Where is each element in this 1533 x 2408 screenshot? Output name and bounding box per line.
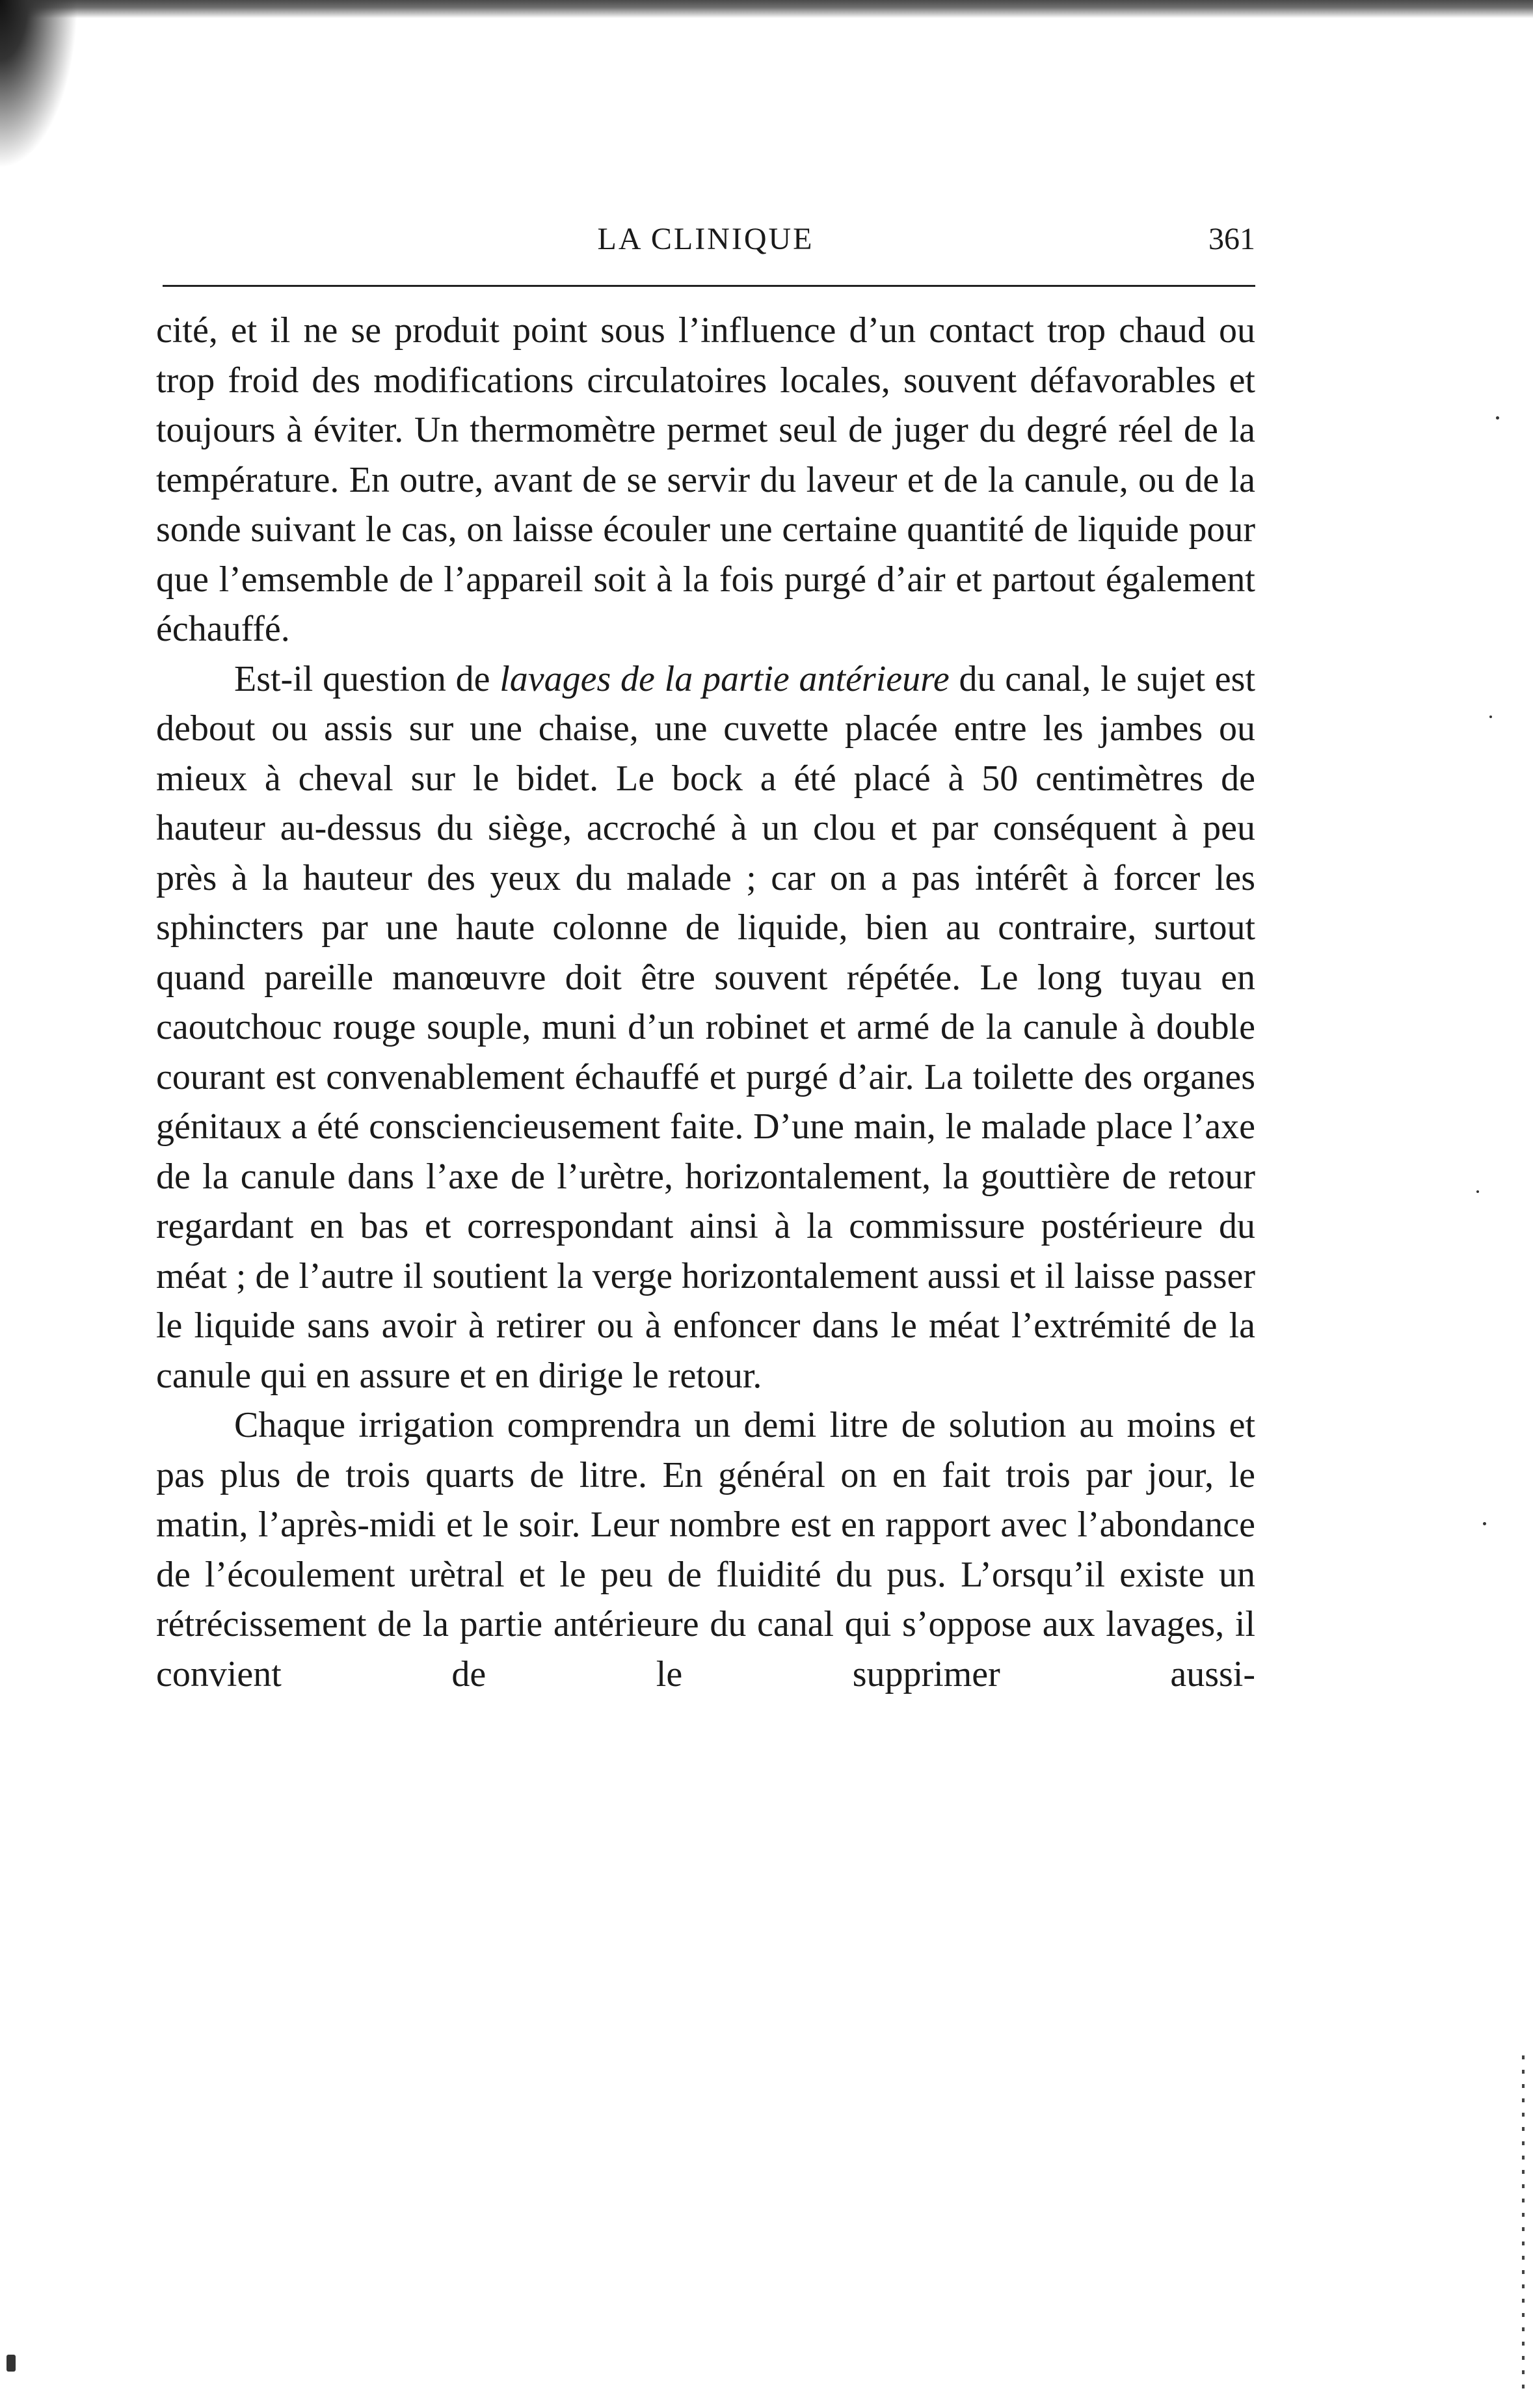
paragraph-3: Chaque irrigation comprendra un demi litre de solution au moins et pas plus de trois quarts de litre. En général on en fait trois par jour, le matin, l’après-midi et le soir. Leur nombre est en rapport avec l’abondance de l’écoulement urètral et le peu de fluidité du pus. L’orsqu’il existe un rétrécissement de la partie antérieure du canal qui s’oppose aux lavages, il convient de le supprimer aussi- [156, 1405, 1255, 1694]
scan-margin-marks [1522, 2055, 1525, 2394]
paragraph-2-italic: lavages de la partie antérieure [500, 658, 950, 699]
scan-speck [1489, 716, 1492, 718]
paragraph-2-rest: du canal, le sujet est debout ou assis sur une chaise, une cuvette placée entre les jambes ou mieux à cheval sur le bidet. Le bock a été placé à 50 centimètres de hauteur au-dessus du siège, accroché à un clou et par conséquent à peu près à la hauteur des yeux du malade ; car on a pas intérêt à forcer les sphincters par une haute colonne de liquide, bien au contraire, surtout quand pareille manœuvre doit être souvent répétée. Le long tuyau en caoutchouc rouge souple, muni d’un robinet et armé de la canule à double courant est convenablement échauffé et purgé d’air. La toilette des organes génitaux a été consciencieusement faite. D’une main, le malade place l’axe de la canule dans l’axe de l’urètre, horizontalement, la gouttière de retour regardant en bas et correspondant ainsi à la commissure postérieure du méat ; de l’autre il soutient la verge horizontalement aussi et il laisse passer le liquide sans avoir à retirer ou à enfoncer dans le méat l’extrémité de la canule qui en assure et en dirige le retour. [156, 658, 1256, 1396]
paragraph-1: cité, et il ne se produit point sous l’influence d’un contact trop chaud ou trop froid des modifications circulatoires locales, souvent défavorables et toujours à éviter. Un thermomètre permet seul de juger du degré réel de la température. En outre, avant de se servir du laveur et de la canule, ou de la sonde suivant le cas, on laisse écouler une certaine quantité de liquide pour que l’emsemble de l’appareil soit à la fois purgé d’air et partout également échauffé. [156, 310, 1255, 649]
page-title: LA CLINIQUE [597, 222, 814, 256]
scan-speck [1483, 1522, 1486, 1525]
header-rule [163, 285, 1255, 287]
scan-speck [1496, 416, 1499, 420]
scan-corner-shadow [0, 0, 78, 169]
scan-edge-shadow [0, 0, 1533, 18]
scan-speck [7, 2355, 16, 2372]
body-text [156, 306, 1255, 1699]
paragraph-2 [156, 654, 1255, 1401]
page-number: 361 [1208, 222, 1255, 256]
running-head [156, 215, 1255, 267]
paragraph-2-start: Est-il question de [234, 658, 490, 699]
scan-speck [1476, 1190, 1479, 1193]
